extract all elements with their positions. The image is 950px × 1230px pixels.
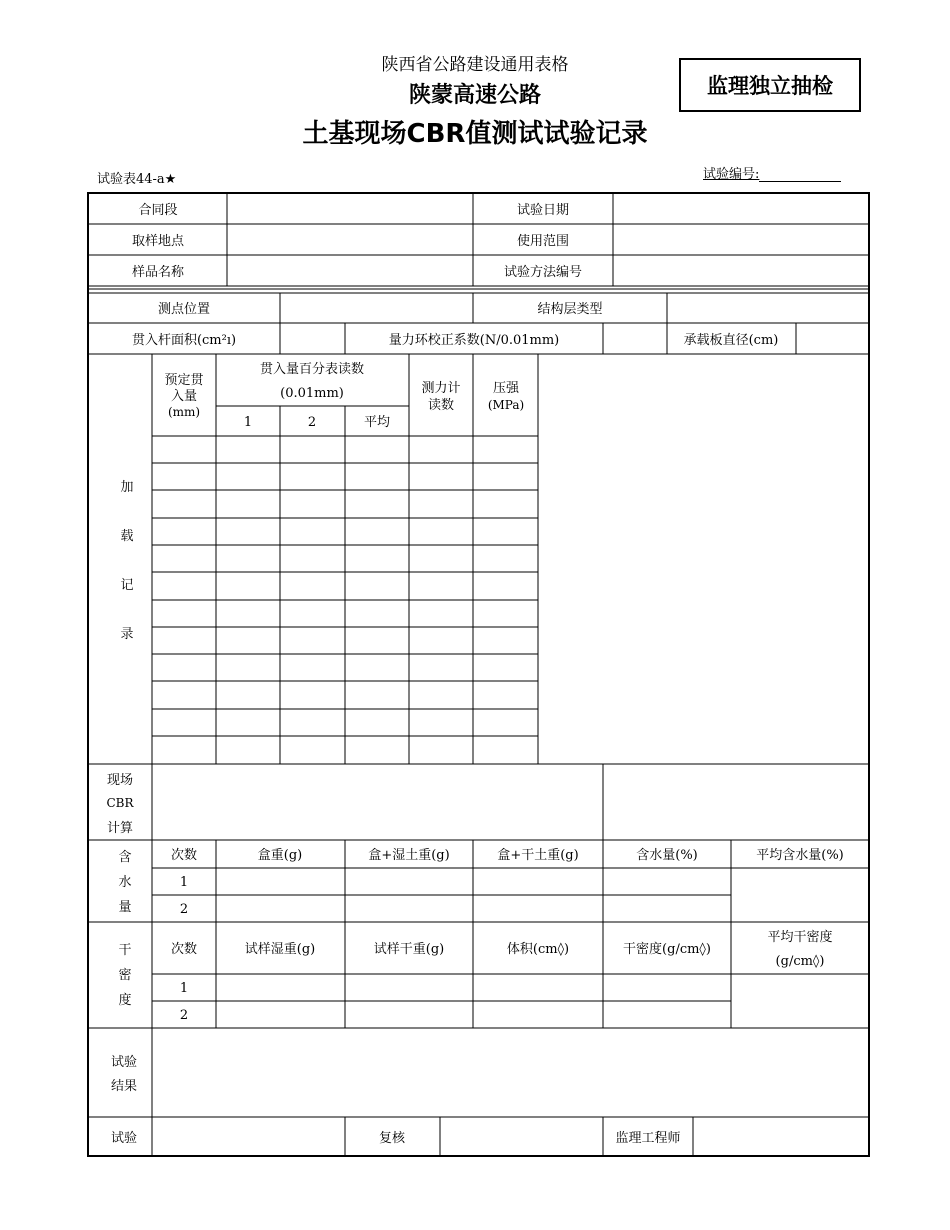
- dial-col-2: 2: [307, 415, 317, 430]
- gauge-header-l1: 测力计: [421, 381, 461, 396]
- layer-type-label: 结构层类型: [537, 302, 603, 317]
- project-name: 陕蒙高速公路: [408, 83, 541, 108]
- density-col-avg-l1: 平均干密度: [767, 930, 833, 945]
- moisture-col-avg: 平均含水量(%): [756, 848, 844, 863]
- moisture-col-box: 盒重(g): [257, 848, 303, 863]
- supervision-stamp: 监理独立抽检: [679, 58, 861, 112]
- density-col-drydensity: 干密度(g/cm◊): [623, 942, 711, 957]
- plate-diameter-label: 承载板直径(cm): [683, 333, 779, 348]
- test-date-label: 试验日期: [516, 203, 570, 218]
- pressure-header-l1: 压强: [492, 381, 520, 396]
- sample-name-label: 样品名称: [131, 265, 185, 280]
- moisture-row-2: 2: [179, 902, 189, 917]
- rod-area-label: 贯入杆面积(cm²ı): [131, 333, 237, 348]
- moisture-row-1: 1: [179, 875, 189, 890]
- loading-label-1: 加: [120, 480, 134, 495]
- dial-col-1: 1: [243, 415, 253, 430]
- result-label-1: 试验: [110, 1055, 138, 1070]
- gauge-header-l2: 读数: [427, 398, 455, 413]
- test-number-label: 试验编号:: [703, 167, 760, 182]
- density-col-dry: 试样干重(g): [373, 942, 445, 957]
- moisture-col-wet: 盒+湿土重(g): [368, 848, 450, 863]
- dial-header: 贯入量百分表读数: [259, 362, 365, 377]
- density-row-2: 2: [179, 1008, 189, 1023]
- cbr-label-2: CBR: [106, 796, 134, 810]
- density-col-avg-l2: (g/cm◊): [775, 954, 825, 969]
- point-position-label: 测点位置: [157, 302, 211, 317]
- density-col-volume: 体积(cm◊): [506, 942, 570, 957]
- dial-col-avg: 平均: [363, 415, 391, 430]
- ring-factor-label: 量力环校正系数(N/0.01mm): [388, 333, 560, 348]
- header-line1: 陕西省公路建设通用表格: [381, 55, 569, 75]
- loading-label-4: 录: [120, 627, 134, 642]
- form-code: 试验表44-a★: [97, 172, 177, 187]
- sample-location-label: 取样地点: [131, 234, 185, 249]
- density-label-2: 密: [118, 968, 132, 983]
- preset-header-l1: 预定贯: [164, 373, 204, 388]
- supervisor-label: 监理工程师: [615, 1131, 681, 1146]
- moisture-col-content: 含水量(%): [636, 848, 698, 863]
- result-label-2: 结果: [110, 1079, 138, 1094]
- density-col-wet: 试样湿重(g): [244, 942, 316, 957]
- dial-header-unit: (0.01mm): [280, 386, 344, 401]
- method-no-label: 试验方法编号: [503, 265, 583, 280]
- density-row-1: 1: [179, 981, 189, 996]
- tester-label: 试验: [110, 1131, 138, 1146]
- cbr-label-3: 计算: [106, 821, 134, 836]
- reviewer-label: 复核: [378, 1131, 406, 1146]
- pressure-header-l2: (MPa): [487, 398, 525, 412]
- moisture-col-dry: 盒+干土重(g): [497, 848, 579, 863]
- preset-header-l2: 入量: [170, 389, 198, 404]
- cbr-label-1: 现场: [106, 773, 134, 788]
- use-range-label: 使用范围: [516, 234, 570, 249]
- moisture-col-count: 次数: [170, 848, 198, 863]
- preset-header-l3: (mm): [167, 405, 201, 419]
- contract-label: 合同段: [138, 203, 178, 218]
- density-label-1: 干: [118, 943, 132, 958]
- moisture-label-1: 含: [118, 850, 132, 865]
- moisture-label-2: 水: [118, 875, 132, 890]
- density-col-count: 次数: [170, 942, 198, 957]
- loading-label-2: 载: [120, 529, 134, 544]
- page-title: 土基现场CBR值测试试验记录: [302, 119, 648, 149]
- moisture-label-3: 量: [118, 900, 132, 915]
- loading-label-3: 记: [120, 578, 134, 593]
- density-label-3: 度: [118, 993, 132, 1008]
